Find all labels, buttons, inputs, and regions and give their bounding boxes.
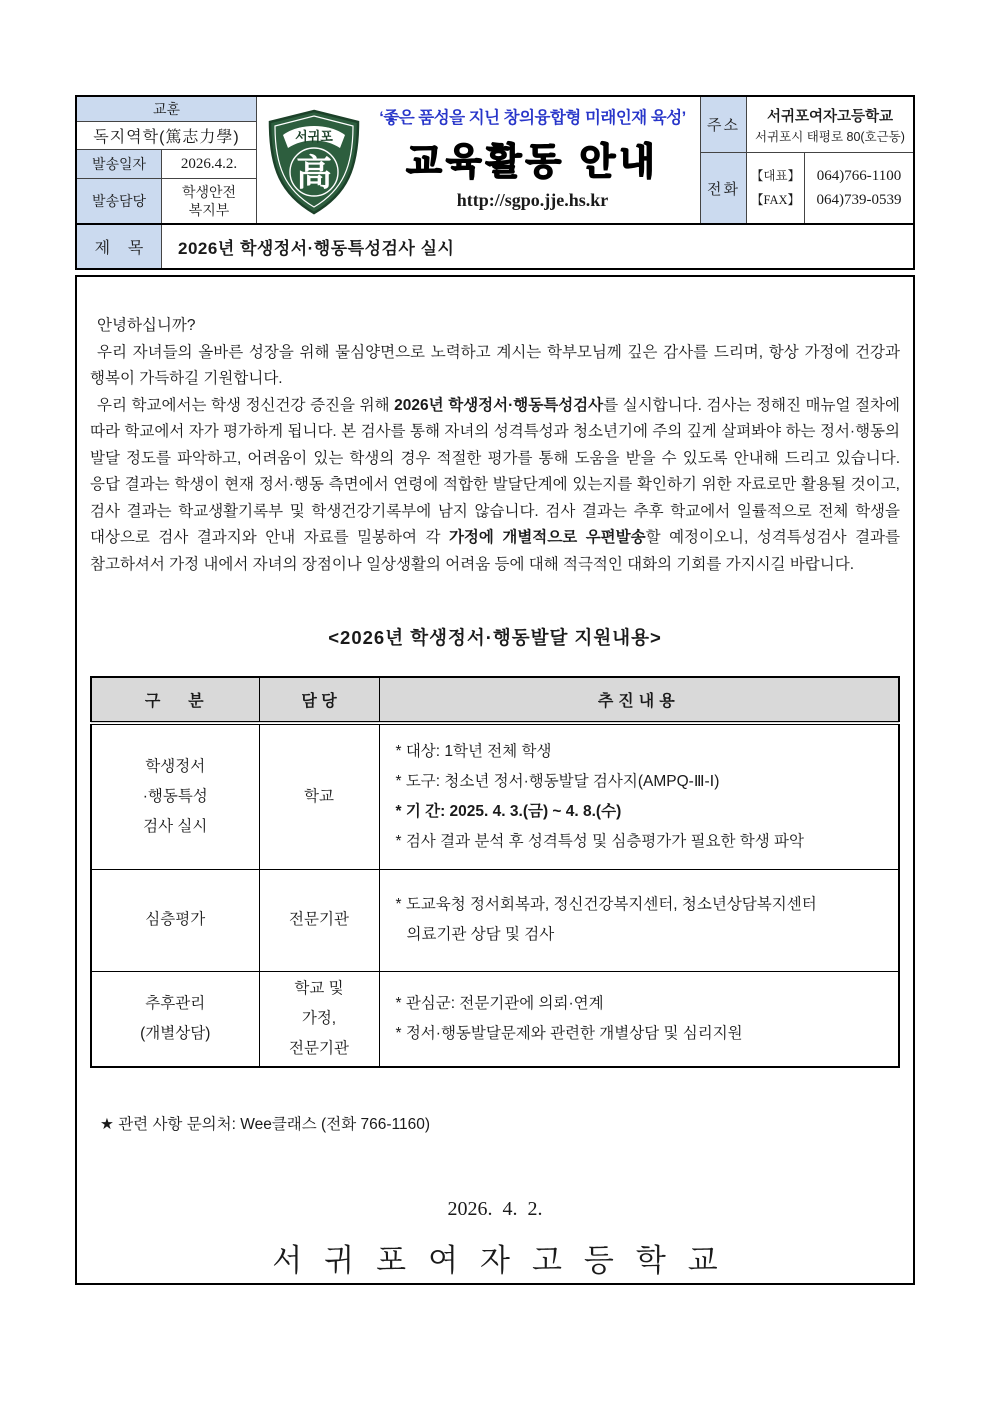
notice-bold-test-name: 2026년 학생정서·행동특성검사 (394, 396, 604, 414)
send-dept-line2: 복지부 (188, 202, 230, 219)
row3-resp-line1: 학교 및 (294, 979, 344, 997)
document-type-title: 교육활동 안내 (406, 141, 659, 182)
letterhead-left-table (77, 97, 257, 223)
col-details-header: 추진내용 (379, 677, 899, 723)
phone-label: 전화 (701, 153, 747, 223)
row1-cat-line2: ·행동특성 (142, 787, 208, 805)
school-url: http://sgpo.jje.hs.kr (456, 190, 609, 210)
row3-cat-line2: (개별상담) (140, 1024, 211, 1042)
row1-detail-tool: * 도구: 청소년 정서·행동발달 검사지(AMPQ-Ⅲ-Ⅰ) (395, 772, 720, 790)
emblem-top-text: 서귀포 (295, 129, 333, 144)
motto-value: 독지역학(篤志力學) (77, 122, 256, 150)
table-row-test (91, 723, 899, 869)
notice-bold-mailing: 가정에 개별적으로 우편발송 (448, 529, 646, 546)
emblem-center-glyph: 高 (295, 152, 333, 193)
subject-row (75, 225, 915, 270)
address-label: 주소 (701, 97, 747, 152)
address-value (747, 97, 913, 152)
row3-responsible (259, 971, 379, 1067)
send-dept-label: 발송담당 (77, 179, 162, 223)
col-category-header: 구 분 (91, 677, 259, 723)
row2-responsible: 전문기관 (259, 869, 379, 971)
row3-cat-line1: 추후관리 (145, 994, 206, 1012)
row3-detail-counseling: * 정서·행동발달문제와 관련한 개별상담 및 심리지원 (395, 1024, 743, 1042)
send-dept-line1: 학생안전 (181, 184, 237, 201)
table-row-followup (91, 971, 899, 1067)
notice-seg1: 우리 학교에서는 학생 정신건강 증진을 위해 (97, 396, 395, 414)
phone-type-labels (747, 153, 805, 223)
row1-detail-analysis: * 검사 결과 분석 후 성격특성 및 심층평가가 필요한 학생 파악 (395, 832, 804, 850)
row1-details (379, 723, 899, 869)
row3-resp-line2: 가정, (301, 1009, 337, 1027)
letter-body (75, 275, 915, 1285)
document-date: 2026. 4. 2. (447, 1198, 543, 1220)
row1-detail-period: * 기 간: 2025. 4. 3.(금) ~ 4. 8.(수) (395, 802, 622, 820)
row1-cat-line1: 학생정서 (145, 757, 206, 775)
send-dept-row (77, 179, 256, 223)
letterhead-title-block (365, 97, 700, 211)
phone-fax-label: 【FAX】 (750, 193, 801, 207)
send-date-row (77, 150, 256, 179)
notice-seg2: 를 실시합니다. 검사는 정해진 매뉴얼 절차에 따라 학교에서 자가 평가하게 됩니다. 본 검사를 통해 자녀의 성격특성과 청소년기에 주의 깊게 살펴봐야 하는 정서·행동의 발달 정도를 파악하고, 어려움이 있는 학생의 경우 적절한 평가를 통해 도움을 받을 수 있도록 안내해 드리고 있습니다. 응답 결과는 학생이 현재 정서·행동 측면에서 연령에 적합한 발달단계에 있는지를 확인하기 위한 자료로만 활용될 것이고, 검사 결과는 학교생활기록부 및 학생건강기록부에 남지 않습니다. 검사 결과는 추후 학교에서 일률적으로 전체 학생을 대상으로 검사 결과지와 안내 자료를 밀봉하여 각 (90, 396, 901, 546)
motto-label: 교훈 (77, 97, 256, 122)
greeting-line: 안녕하십니까? (97, 317, 196, 334)
support-table-title: <2026년 학생정서·행동발달 지원내용> (328, 627, 662, 648)
row3-details (379, 971, 899, 1067)
notice-seg3: 할 예정이오니, 성격특성검사 결과를 참고하셔서 가정 내에서 자녀의 장점이나 일상생활의 어려움 등에 대해 적극적인 대화의 기회를 가지시길 바랍니다. (90, 529, 900, 573)
table-row-deep-eval (91, 869, 899, 971)
letterhead (75, 95, 915, 225)
send-date-label: 발송일자 (77, 150, 162, 178)
phone-numbers (805, 153, 913, 223)
address-row (701, 97, 913, 153)
phone-row (701, 153, 913, 223)
send-dept-value (162, 179, 256, 223)
letterhead-right-table (701, 97, 913, 223)
school-emblem-icon (263, 108, 365, 216)
support-table (90, 676, 900, 1068)
row3-detail-referral: * 관심군: 전문기관에 의뢰·연계 (395, 994, 604, 1012)
phone-rep-label: 【대표】 (750, 169, 801, 183)
row1-responsible: 학교 (259, 723, 379, 869)
letterhead-center (257, 97, 701, 223)
subject-label: 제 목 (77, 225, 162, 268)
phone-fax-value: 064)739-0539 (816, 192, 902, 208)
subject-value: 2026년 학생정서·행동특성검사 실시 (178, 239, 455, 258)
phone-rep-value: 064)766-1100 (816, 168, 902, 184)
notice-paragraph (90, 393, 900, 579)
row2-detail-medical: 의료기관 상담 및 검사 (406, 926, 555, 943)
row1-cat-line3: 검사 실시 (143, 817, 208, 835)
support-header-row (91, 677, 899, 723)
address-school-name: 서귀포여자고등학교 (766, 108, 894, 125)
row1-detail-target: * 대상: 1학년 전체 학생 (395, 742, 552, 760)
row2-category: 심층평가 (91, 869, 259, 971)
address-street: 서귀포시 태평로 80(호근동) (755, 129, 905, 144)
issuing-school-name: 서귀포여자고등학교 (272, 1243, 740, 1278)
row2-detail-agencies: * 도교육청 정서회복과, 정신건강복지센터, 청소년상담복지센터 (395, 896, 817, 913)
send-date-value: 2026.4.2. (180, 156, 238, 173)
row3-category (91, 971, 259, 1067)
col-responsible-header: 담 당 (259, 677, 379, 723)
school-slogan: ‘좋은 품성을 지닌 창의융합형 미래인재 육성’ (379, 109, 686, 127)
row3-resp-line3: 전문기관 (289, 1039, 349, 1057)
row2-details (379, 869, 899, 971)
thanks-paragraph: 우리 자녀들의 올바른 성장을 위해 물심양면으로 노력하고 계시는 학부모님께 깊은 감사를 드리며, 항상 가정에 건강과 행복이 가득하길 기원합니다. (90, 343, 900, 387)
row1-category (91, 723, 259, 869)
contact-info-line: ★ 관련 사항 문의처: Wee클래스 (전화 766-1160) (100, 1116, 430, 1133)
